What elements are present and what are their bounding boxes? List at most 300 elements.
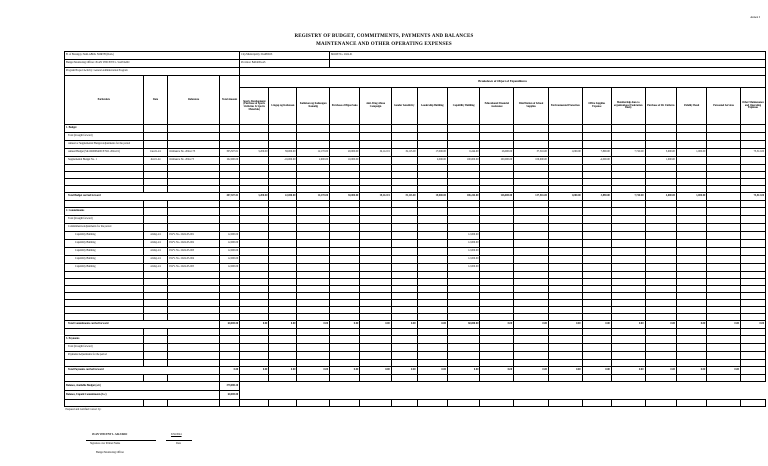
- empty-cell: [611, 224, 645, 232]
- empty-cell: [582, 329, 611, 336]
- empty-cell: [447, 216, 480, 224]
- blank-row: [65, 314, 766, 321]
- empty-cell: [676, 172, 706, 179]
- empty-cell: [707, 344, 741, 352]
- empty-cell: [391, 279, 417, 286]
- empty-cell: [269, 272, 297, 279]
- empty-cell: [65, 375, 144, 382]
- empty-cell: [447, 186, 480, 193]
- empty-cell: [447, 352, 480, 360]
- row-reference: PO/V. No. 2024-05-002: [168, 240, 220, 248]
- empty-cell: [219, 125, 239, 133]
- amount-cell: [582, 256, 611, 264]
- empty-cell: [391, 208, 417, 216]
- empty-cell: [269, 186, 297, 193]
- empty-cell: [645, 272, 676, 279]
- total-cell: 0.00: [391, 321, 417, 329]
- total-amount: 0.00: [219, 367, 239, 375]
- empty-cell: [676, 216, 706, 224]
- empty-cell: [514, 400, 549, 407]
- empty-cell: [269, 208, 297, 216]
- empty-cell: [360, 400, 391, 407]
- empty-cell: [269, 300, 297, 307]
- empty-cell: [611, 165, 645, 172]
- empty-cell: [240, 293, 269, 300]
- empty-cell: [143, 179, 168, 186]
- empty-cell: [219, 208, 239, 216]
- empty-cell: [548, 208, 582, 216]
- empty-cell: [391, 400, 417, 407]
- row-total: 12,000.00: [219, 240, 239, 248]
- amount-cell: [297, 248, 330, 256]
- empty-cell: [143, 208, 168, 216]
- empty-cell: [143, 216, 168, 224]
- empty-cell: [740, 352, 765, 360]
- empty-cell: [360, 352, 391, 360]
- empty-cell: [447, 141, 480, 149]
- empty-cell: [143, 279, 168, 286]
- balance-available-row: [65, 382, 766, 391]
- empty-cell: [330, 286, 360, 293]
- empty-cell: [740, 336, 765, 344]
- empty-cell: [330, 179, 360, 186]
- empty-cell: [269, 344, 297, 352]
- empty-cell: [480, 179, 514, 186]
- empty-cell: [330, 125, 360, 133]
- empty-cell: [143, 375, 168, 382]
- amount-cell: [391, 232, 417, 240]
- empty-cell: [447, 125, 480, 133]
- amount-cell: [548, 248, 582, 256]
- total-cell: 22,000.00: [269, 193, 297, 201]
- empty-cell: [168, 293, 220, 300]
- empty-cell: [297, 286, 330, 293]
- empty-cell: [240, 141, 269, 149]
- total-cell: 0.00: [548, 321, 582, 329]
- empty-cell: [740, 179, 765, 186]
- total-cell: 0.00: [480, 367, 514, 375]
- empty-cell: [330, 307, 360, 314]
- blank-row: [65, 279, 766, 286]
- empty-cell: [548, 400, 582, 407]
- empty-cell: [514, 293, 549, 300]
- empty-cell: [645, 186, 676, 193]
- empty-cell: [740, 400, 765, 407]
- total-cell: 0.00: [447, 367, 480, 375]
- empty-cell: [360, 172, 391, 179]
- empty-cell: [676, 186, 706, 193]
- empty-cell: [676, 165, 706, 172]
- total-cell: 0.00: [417, 367, 447, 375]
- col-object: Lingap ng Kabataan: [269, 88, 297, 125]
- empty-cell: [269, 224, 297, 232]
- empty-cell: [582, 224, 611, 232]
- empty-cell: [240, 279, 269, 286]
- total-cell: 7,720.00: [611, 193, 645, 201]
- amount-cell: [548, 240, 582, 248]
- empty-cell: [360, 272, 391, 279]
- empty-cell: [417, 300, 447, 307]
- empty-cell: [297, 165, 330, 172]
- amount-cell: [514, 256, 549, 264]
- section-row: [65, 141, 766, 149]
- col-object: Capability Building: [447, 88, 480, 125]
- empty-cell: [514, 216, 549, 224]
- total-cell: 1,000.00: [548, 193, 582, 201]
- empty-cell: [514, 336, 549, 344]
- empty-cell: [240, 329, 269, 336]
- empty-cell: [645, 344, 676, 352]
- empty-cell: [645, 179, 676, 186]
- empty-cell: [548, 172, 582, 179]
- empty-cell: [707, 216, 741, 224]
- empty-cell: [582, 186, 611, 193]
- blank-row: [65, 360, 766, 367]
- officer-label: Budget Monitoring Officer: JUAN VINCENT L. SALVADO: [65, 60, 240, 68]
- empty-cell: [548, 279, 582, 286]
- amount-cell: [582, 232, 611, 240]
- commitment-row: [65, 256, 766, 264]
- amount-cell: 73,512.00: [740, 149, 765, 157]
- empty-cell: [240, 133, 269, 141]
- fund-label: MOOE No. 2024-01: [330, 52, 766, 60]
- empty-cell: [447, 286, 480, 293]
- empty-cell: [391, 141, 417, 149]
- empty-cell: [707, 352, 741, 360]
- empty-cell: [480, 300, 514, 307]
- amount-cell: [391, 240, 417, 248]
- empty-cell: [447, 360, 480, 367]
- empty-cell: [611, 352, 645, 360]
- empty-cell: [269, 336, 297, 344]
- empty-cell: [297, 186, 330, 193]
- empty-cell: [548, 272, 582, 279]
- empty-cell: [514, 224, 549, 232]
- empty-cell: [480, 279, 514, 286]
- empty-cell: [219, 216, 239, 224]
- amount-cell: [740, 240, 765, 248]
- empty-cell: [645, 208, 676, 216]
- total-row: [65, 367, 766, 375]
- empty-cell: [269, 179, 297, 186]
- empty-cell: [417, 224, 447, 232]
- empty-cell: [168, 336, 220, 344]
- empty-cell: [360, 293, 391, 300]
- amount-cell: [707, 240, 741, 248]
- amount-cell: 38,000.00: [269, 149, 297, 157]
- empty-cell: [480, 133, 514, 141]
- empty-cell: [447, 375, 480, 382]
- empty-cell: [417, 314, 447, 321]
- empty-cell: [548, 186, 582, 193]
- total-label: Total Commitments carried forward: [65, 321, 220, 329]
- empty-cell: [611, 400, 645, 407]
- row-particulars: Capability Building: [65, 240, 144, 248]
- blank-row: [65, 293, 766, 300]
- empty-cell: [417, 186, 447, 193]
- empty-cell: [65, 279, 144, 286]
- empty-cell: [447, 329, 480, 336]
- empty-cell: [611, 186, 645, 193]
- empty-cell: [330, 208, 360, 216]
- total-cell: 137,516.00: [514, 193, 549, 201]
- amount-cell: [330, 256, 360, 264]
- empty-cell: [219, 400, 239, 407]
- empty-cell: [447, 314, 480, 321]
- amount-cell: -4,000.00: [582, 157, 611, 165]
- empty-cell: [297, 360, 330, 367]
- empty-cell: [548, 375, 582, 382]
- row-date: 4-May-24: [143, 232, 168, 240]
- empty-cell: [740, 329, 765, 336]
- empty-cell: [707, 307, 741, 314]
- empty-cell: [360, 179, 391, 186]
- annex-label: Annex I: [750, 15, 760, 19]
- amount-cell: 2,000.00: [297, 157, 330, 165]
- total-cell: 0.00: [611, 367, 645, 375]
- total-cell: 0.00: [611, 321, 645, 329]
- amount-cell: [330, 248, 360, 256]
- empty-cell: [417, 344, 447, 352]
- empty-cell: [219, 329, 239, 336]
- province-label: Province: BATANGAS: [240, 60, 330, 68]
- empty-cell: [548, 201, 582, 208]
- total-cell: 0.00: [582, 367, 611, 375]
- blank-row: [65, 300, 766, 307]
- signature-date: 6/30/2024: [171, 433, 182, 436]
- empty-cell: [269, 125, 297, 133]
- empty-cell: [707, 208, 741, 216]
- row-reference: PO/V. No. 2024-05-005: [168, 264, 220, 272]
- empty-cell: [514, 279, 549, 286]
- empty-cell: [676, 307, 706, 314]
- empty-cell: [143, 352, 168, 360]
- empty-cell: [740, 224, 765, 232]
- empty-cell: [417, 352, 447, 360]
- empty-cell: [645, 201, 676, 208]
- amount-cell: [740, 248, 765, 256]
- empty-cell: [417, 279, 447, 286]
- empty-cell: [269, 133, 297, 141]
- amount-cell: [360, 264, 391, 272]
- empty-cell: [240, 186, 269, 193]
- empty-cell: [707, 172, 741, 179]
- blank-row: [65, 186, 766, 193]
- total-cell: 14,170.00: [297, 193, 330, 201]
- empty-cell: [240, 201, 269, 208]
- col-object: Anti-Drug Abuse Campaign: [360, 88, 391, 125]
- empty-cell: [417, 125, 447, 133]
- empty-cell: [676, 179, 706, 186]
- empty-cell: [645, 300, 676, 307]
- empty-cell: [168, 314, 220, 321]
- empty-cell: [360, 360, 391, 367]
- amount-cell: [417, 264, 447, 272]
- empty-cell: [548, 329, 582, 336]
- total-cell: 0.00: [269, 367, 297, 375]
- empty-cell: [391, 272, 417, 279]
- empty-cell: [417, 336, 447, 344]
- empty-cell: [676, 272, 706, 279]
- empty-cell: [269, 141, 297, 149]
- amount-cell: [582, 264, 611, 272]
- amount-cell: 12,000.00: [447, 248, 480, 256]
- empty-cell: [360, 300, 391, 307]
- empty-cell: [168, 224, 220, 232]
- empty-cell: [143, 293, 168, 300]
- empty-cell: [269, 352, 297, 360]
- empty-cell: [65, 179, 144, 186]
- total-cell: 0.00: [330, 321, 360, 329]
- empty-cell: [707, 293, 741, 300]
- col-particulars: Particulars: [65, 76, 144, 125]
- empty-cell: [360, 279, 391, 286]
- empty-cell: [514, 329, 549, 336]
- signature-caption: Signature over Printed Name: [90, 442, 121, 445]
- empty-cell: [240, 314, 269, 321]
- blank-row: [65, 165, 766, 172]
- empty-cell: [330, 344, 360, 352]
- empty-cell: [269, 307, 297, 314]
- signatory-position: Budget Monitoring Officer: [96, 451, 125, 454]
- amount-cell: [480, 256, 514, 264]
- empty-cell: [391, 300, 417, 307]
- empty-cell: [645, 286, 676, 293]
- total-label: Total Payments carried forward: [65, 367, 220, 375]
- amount-cell: [417, 232, 447, 240]
- row-particulars: Annual Budget (SK ORDINANCE NO. 2024-01): [65, 149, 144, 157]
- amount-cell: [240, 248, 269, 256]
- row-total: 102,000.00: [219, 157, 239, 165]
- empty-cell: [240, 224, 269, 232]
- empty-cell: [480, 216, 514, 224]
- empty-cell: [219, 307, 239, 314]
- section-row: [65, 125, 766, 133]
- blank-row: [65, 307, 766, 314]
- col-object: Kalinisan ng Kalusugan Kamalig: [297, 88, 330, 125]
- table-body: [65, 52, 766, 415]
- empty-cell: [65, 272, 144, 279]
- date-line: [166, 440, 192, 441]
- empty-cell: [143, 186, 168, 193]
- empty-cell: [65, 286, 144, 293]
- empty-cell: [391, 329, 417, 336]
- empty-cell: [480, 336, 514, 344]
- empty-cell: [548, 360, 582, 367]
- total-row: [65, 193, 766, 201]
- section-row: [65, 344, 766, 352]
- empty-cell: [582, 375, 611, 382]
- empty-cell: [417, 133, 447, 141]
- amount-cell: [269, 256, 297, 264]
- empty-cell: [65, 201, 144, 208]
- empty-cell: [240, 216, 269, 224]
- empty-cell: [676, 293, 706, 300]
- col-object: Leadership Building: [417, 88, 447, 125]
- empty-cell: [168, 272, 220, 279]
- empty-cell: [269, 201, 297, 208]
- empty-cell: [391, 165, 417, 172]
- empty-cell: [514, 201, 549, 208]
- row-particulars: Capability Building: [65, 256, 144, 264]
- balance-available-label: Balance, Available Budget (a-b): [65, 382, 220, 391]
- empty-cell: [548, 286, 582, 293]
- empty-cell: [740, 186, 765, 193]
- empty-cell: [676, 208, 706, 216]
- amount-cell: [391, 248, 417, 256]
- empty-cell: [707, 279, 741, 286]
- empty-cell: [707, 314, 741, 321]
- amount-cell: [548, 232, 582, 240]
- empty-cell: [645, 165, 676, 172]
- empty-cell: [707, 300, 741, 307]
- blank-row: [65, 201, 766, 208]
- amount-cell: [240, 240, 269, 248]
- amount-cell: [480, 264, 514, 272]
- empty-cell: [391, 336, 417, 344]
- commitment-row: [65, 240, 766, 248]
- empty-cell: [707, 329, 741, 336]
- amount-cell: [240, 157, 269, 165]
- date-caption: Date: [176, 442, 181, 445]
- amount-cell: [330, 240, 360, 248]
- amount-cell: [480, 232, 514, 240]
- empty-cell: [707, 186, 741, 193]
- total-cell: 19,112.01: [360, 193, 391, 201]
- empty-cell: [143, 125, 168, 133]
- empty-cell: [740, 360, 765, 367]
- total-cell: 0.00: [707, 321, 741, 329]
- empty-cell: [219, 293, 239, 300]
- empty-cell: [391, 293, 417, 300]
- empty-cell: [582, 179, 611, 186]
- total-cell: 0.00: [360, 321, 391, 329]
- empty-cell: [645, 279, 676, 286]
- row-reference: PO/V. No. 2024-05-003: [168, 248, 220, 256]
- amount-cell: 100,000.00: [480, 157, 514, 165]
- page-title: REGISTRY OF BUDGET, COMMITMENTS, PAYMENTS AND BALANCES: [294, 34, 474, 39]
- total-cell: 0.00: [548, 367, 582, 375]
- empty-cell: [168, 186, 220, 193]
- empty-cell: [611, 375, 645, 382]
- empty-cell: [330, 216, 360, 224]
- empty-cell: [707, 336, 741, 344]
- total-cell: 30,000.00: [330, 193, 360, 201]
- row-total: 12,000.00: [219, 232, 239, 240]
- empty-cell: [480, 314, 514, 321]
- amount-cell: -16,000.00: [269, 157, 297, 165]
- empty-cell: [582, 172, 611, 179]
- total-cell: 19,113.00: [391, 193, 417, 201]
- empty-cell: [219, 300, 239, 307]
- empty-cell: [480, 329, 514, 336]
- empty-cell: [548, 336, 582, 344]
- empty-cell: [330, 314, 360, 321]
- amount-cell: [707, 256, 741, 264]
- empty-cell: [707, 201, 741, 208]
- empty-cell: [330, 279, 360, 286]
- empty-cell: [360, 186, 391, 193]
- empty-cell: [676, 344, 706, 352]
- empty-cell: [219, 360, 239, 367]
- total-cell: 0.00: [676, 367, 706, 375]
- amount-cell: [514, 264, 549, 272]
- empty-cell: [417, 272, 447, 279]
- amount-cell: [645, 264, 676, 272]
- empty-cell: [417, 329, 447, 336]
- empty-cell: [143, 300, 168, 307]
- amount-cell: [240, 256, 269, 264]
